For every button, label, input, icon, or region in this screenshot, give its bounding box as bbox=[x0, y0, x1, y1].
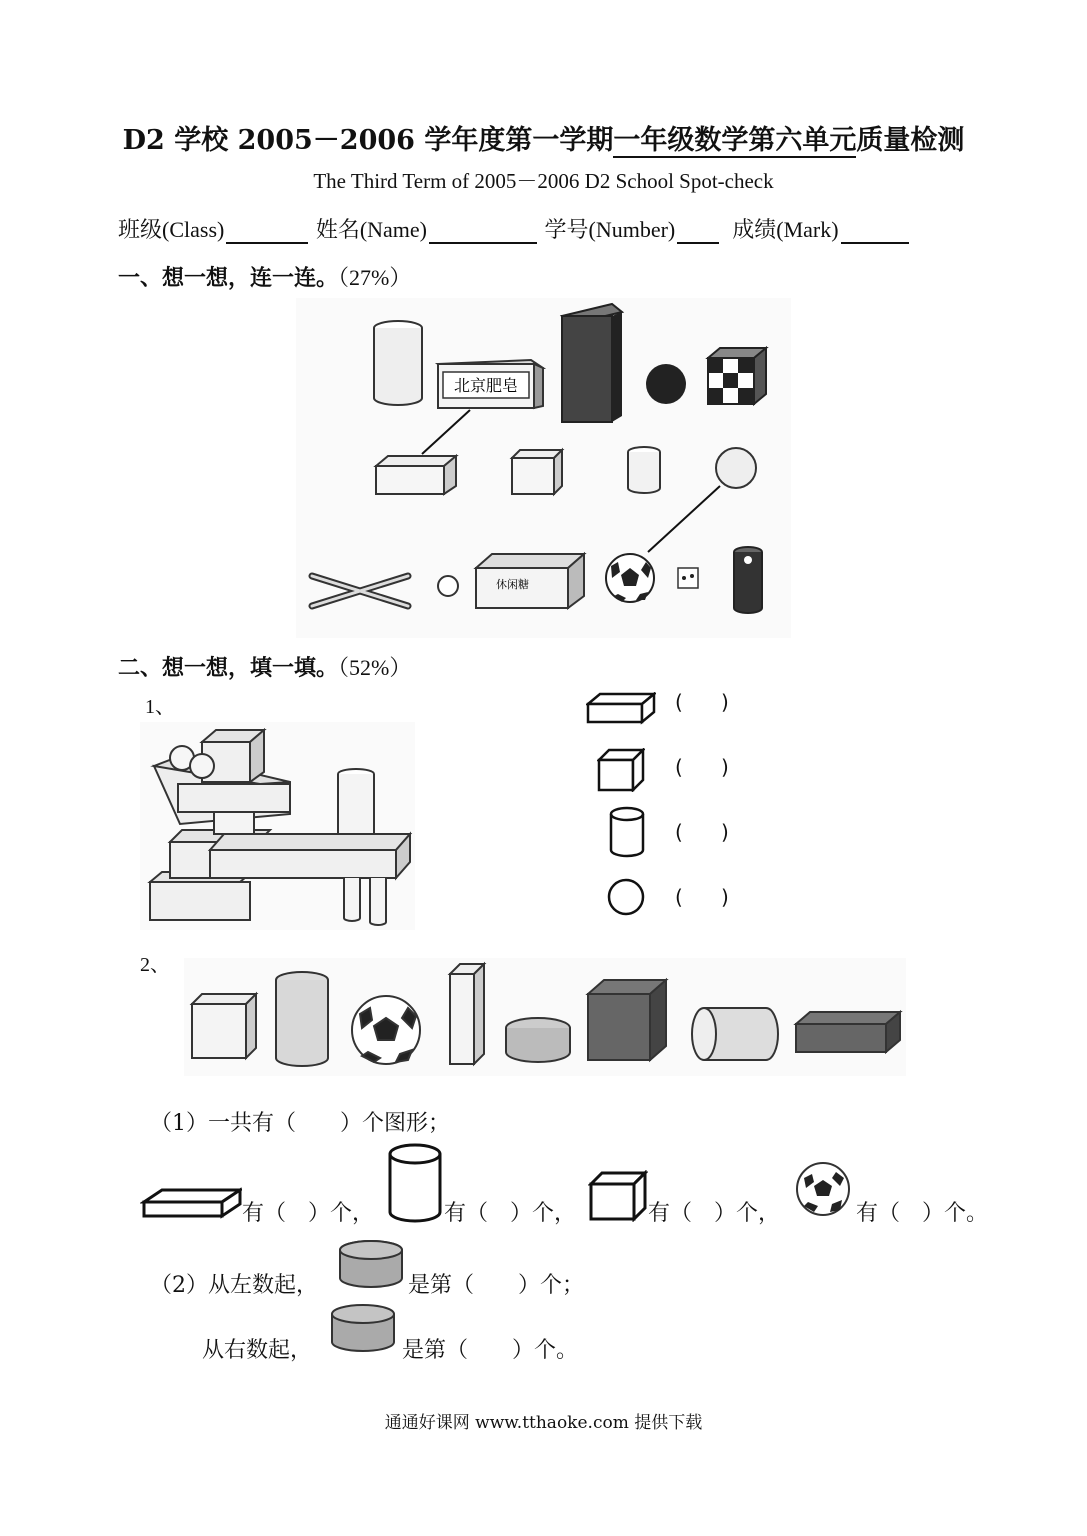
coin-icon bbox=[438, 576, 458, 596]
q2-part2-right-b: 是第（ ）个。 bbox=[402, 1338, 579, 1363]
cube-count: 有（ ）个， bbox=[648, 1201, 781, 1226]
section2-heading-text: 二、想一想，填一填。 bbox=[118, 656, 339, 681]
candy-box-icon bbox=[476, 554, 584, 608]
cylinder-icon bbox=[386, 1142, 444, 1224]
class-label: 班级(Class) bbox=[118, 217, 225, 242]
block-structure-figure bbox=[140, 722, 415, 930]
page-title bbox=[0, 118, 1087, 157]
cube-icon bbox=[597, 748, 645, 792]
cube-icon bbox=[192, 994, 256, 1058]
title-part-c: 质量检测 bbox=[856, 125, 965, 156]
soap-box-icon bbox=[438, 360, 543, 408]
lying-cylinder-icon bbox=[692, 1008, 778, 1060]
short-cylinder-icon bbox=[336, 1238, 406, 1292]
cube-icon bbox=[588, 1170, 648, 1222]
flat-cuboid-count: 有（ ）个， bbox=[242, 1201, 375, 1226]
title-part-b: 一年级数学第六单元 bbox=[613, 125, 857, 156]
class-blank[interactable] bbox=[226, 220, 308, 244]
section2-heading bbox=[118, 651, 411, 682]
mark-label: 成绩(Mark) bbox=[732, 217, 839, 242]
short-cylinder-icon bbox=[506, 1018, 570, 1062]
can-icon bbox=[734, 547, 762, 613]
question-1-number: 1、 bbox=[145, 696, 175, 718]
dark-cube-icon bbox=[588, 980, 666, 1060]
soccer-ball-count: 有（ ）个。 bbox=[856, 1201, 989, 1226]
number-label: 学号(Number) bbox=[544, 217, 676, 242]
tall-cuboid-icon bbox=[450, 964, 484, 1064]
cuboid-icon bbox=[376, 456, 456, 494]
cuboid-count-blank[interactable]: ( ) bbox=[675, 690, 729, 714]
question-2-number: 2、 bbox=[140, 954, 170, 976]
soccer-ball-icon bbox=[352, 996, 420, 1064]
mark-blank[interactable] bbox=[841, 220, 909, 244]
cube-count-blank[interactable]: ( ) bbox=[675, 755, 729, 779]
cube-icon bbox=[512, 450, 562, 494]
section1-heading-text: 一、想一想，连一连。 bbox=[118, 266, 339, 291]
sphere-count-blank[interactable]: ( ) bbox=[675, 885, 729, 909]
sphere-icon bbox=[606, 877, 646, 917]
shapes-row-figure bbox=[184, 958, 906, 1076]
cylinder-count: 有（ ）个， bbox=[444, 1201, 577, 1226]
title-part-a: D2 学校 2005－2006 学年度第一学期 bbox=[122, 125, 614, 156]
tall-box-icon bbox=[562, 304, 622, 422]
soccer-ball-icon bbox=[794, 1160, 852, 1218]
number-blank[interactable] bbox=[677, 220, 719, 244]
cylinder-icon bbox=[607, 806, 647, 858]
soap-box-label: 北京肥皂 bbox=[453, 376, 519, 395]
dice-icon bbox=[678, 568, 698, 588]
q2-part2-left-b: 是第（ ）个； bbox=[408, 1273, 585, 1298]
section1-percent: （27%） bbox=[338, 265, 412, 290]
name-label: 姓名(Name) bbox=[315, 217, 428, 242]
q2-part2-right-a: 从右数起， bbox=[202, 1338, 313, 1363]
footer-credit: 通通好课网 www.tthaoke.com 提供下载 bbox=[384, 1413, 703, 1433]
rubiks-cube-icon bbox=[708, 348, 766, 404]
student-info-line bbox=[118, 213, 911, 244]
cuboid-icon bbox=[586, 692, 656, 726]
q2-part1-text: （1）一共有（ ）个图形； bbox=[150, 1111, 450, 1136]
page-subtitle: The Third Term of 2005－2006 D2 School Spot-check bbox=[313, 169, 774, 193]
candy-box-label: 休闲糖 bbox=[496, 578, 529, 591]
short-cylinder-icon bbox=[328, 1302, 398, 1356]
cylinder-count-blank[interactable]: ( ) bbox=[675, 820, 729, 844]
matching-figure bbox=[296, 298, 791, 638]
glass-icon bbox=[374, 321, 422, 405]
section2-percent: （52%） bbox=[338, 655, 412, 680]
cylinder-icon bbox=[628, 447, 660, 493]
soccer-ball-icon bbox=[606, 554, 654, 602]
black-ball-icon bbox=[646, 364, 686, 404]
q2-part2-left-a: （2）从左数起， bbox=[150, 1273, 318, 1298]
flat-cuboid-icon bbox=[796, 1012, 900, 1052]
sphere-icon bbox=[716, 448, 756, 488]
section1-heading bbox=[118, 261, 411, 292]
name-blank[interactable] bbox=[429, 220, 537, 244]
flat-cuboid-icon bbox=[140, 1186, 242, 1220]
cylinder-icon bbox=[276, 972, 328, 1066]
